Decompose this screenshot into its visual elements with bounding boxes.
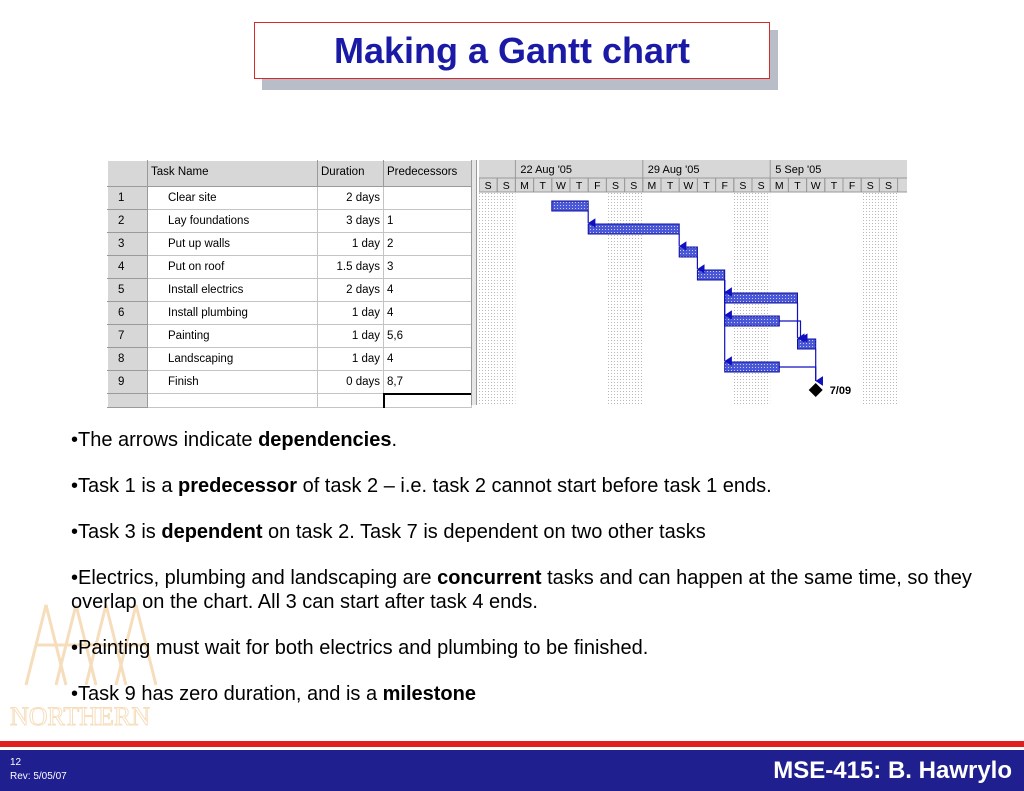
task-name: Put on roof: [148, 256, 318, 279]
task-bar: [798, 339, 816, 349]
bullet-emphasis: concurrent: [437, 567, 542, 589]
bullet-emphasis: predecessor: [178, 475, 298, 497]
slide-number: 12: [10, 757, 22, 768]
day-label: M: [774, 180, 784, 192]
table-row-empty[interactable]: [108, 394, 472, 408]
task-predecessors: 5,6: [384, 325, 472, 348]
task-predecessors: 3: [384, 256, 472, 279]
col-header-duration: Duration: [318, 161, 384, 187]
page-title: Making a Gantt chart: [333, 29, 691, 71]
bullet-text: •Painting must wait for both electrics and plumbing to be finished.: [71, 637, 649, 659]
day-label: S: [611, 180, 620, 192]
task-duration: 0 days: [318, 371, 384, 394]
table-row[interactable]: [108, 302, 472, 325]
day-label: S: [866, 180, 874, 192]
table-row[interactable]: [108, 210, 472, 233]
row-number: 6: [108, 302, 148, 325]
row-number: 3: [108, 233, 148, 256]
table-row[interactable]: [108, 371, 472, 394]
row-number: 7: [108, 325, 148, 348]
week-label: 5 Sep '05: [775, 164, 822, 176]
table-row[interactable]: [108, 256, 472, 279]
day-label: M: [647, 180, 657, 192]
row-number-header: [108, 161, 148, 187]
task-predecessors: 2: [384, 233, 472, 256]
gantt-chart-area: [479, 160, 907, 405]
bullet-text-tail: of task 2 – i.e. task 2 cannot start before task 1 ends.: [297, 475, 772, 497]
day-label: F: [721, 180, 728, 192]
day-label: T: [703, 180, 710, 192]
task-duration: 1 day: [318, 302, 384, 325]
task-name: Landscaping: [148, 348, 318, 371]
table-row[interactable]: [108, 279, 472, 302]
task-name: Lay foundations: [148, 210, 318, 233]
bullet-text: •Electrics, plumbing and landscaping are: [71, 567, 438, 589]
task-duration: 1 day: [318, 233, 384, 256]
task-predecessors: 4: [384, 279, 472, 302]
bullet-list: [71, 428, 991, 728]
day-label: M: [520, 180, 529, 192]
day-label: T: [830, 180, 838, 192]
row-number: 8: [108, 348, 148, 371]
gantt-task-table: [107, 160, 472, 408]
task-duration: 2 days: [318, 279, 384, 302]
empty-cell: [108, 394, 148, 408]
task-bar: [697, 270, 724, 280]
col-header-predecessors: Predecessors: [384, 161, 472, 187]
task-duration: 1 day: [318, 348, 384, 371]
task-bar: [725, 293, 798, 303]
day-label: S: [630, 180, 638, 192]
day-label: T: [666, 180, 674, 192]
task-bar: [679, 247, 697, 257]
day-label: S: [484, 180, 492, 192]
empty-cell: [318, 394, 384, 408]
day-label: S: [757, 180, 765, 192]
table-row[interactable]: [108, 233, 472, 256]
table-row[interactable]: [108, 325, 472, 348]
bullet-item: [71, 474, 991, 498]
day-label: S: [884, 180, 893, 192]
day-label: W: [555, 180, 566, 192]
task-name: Clear site: [148, 187, 318, 210]
title-box: [254, 22, 770, 79]
weekend-shading: [497, 192, 515, 405]
bullet-emphasis: dependencies: [258, 429, 392, 451]
task-bar: [725, 362, 780, 372]
row-number: 5: [108, 279, 148, 302]
footer-title: MSE-415: B. Hawrylo: [773, 757, 1012, 784]
bullet-item: [71, 682, 991, 706]
task-duration: 2 days: [318, 187, 384, 210]
row-number: 1: [108, 187, 148, 210]
day-label: S: [739, 180, 747, 192]
day-label: F: [594, 180, 601, 192]
task-duration: 1 day: [318, 325, 384, 348]
bullet-text-tail: .: [391, 429, 398, 451]
day-label: T: [575, 180, 583, 192]
bullet-emphasis: dependent: [161, 521, 263, 543]
bullet-text-tail: tasks and can happen at the same time, so they overlap on the chart. All 3 can start after task 4 ends.: [71, 567, 972, 613]
bullet-emphasis: milestone: [382, 683, 476, 705]
bullet-item: [71, 566, 991, 614]
task-name: Put up walls: [148, 233, 318, 256]
col-header-task-name: Task Name: [148, 161, 318, 187]
task-bar: [552, 201, 588, 211]
week-label: 29 Aug '05: [647, 164, 700, 176]
day-label: W: [810, 180, 821, 192]
day-label: S: [502, 180, 510, 192]
task-predecessors: 1: [384, 210, 472, 233]
task-name: Painting: [148, 325, 318, 348]
dependency-arrow: [779, 367, 815, 381]
task-name: Install plumbing: [148, 302, 318, 325]
bullet-text: •Task 3 is: [71, 521, 162, 543]
bullet-text-tail: on task 2. Task 7 is dependent on two other tasks: [262, 521, 706, 543]
day-label: F: [848, 180, 856, 192]
task-predecessors: 4: [384, 348, 472, 371]
bullet-item: [71, 428, 991, 452]
bullet-text: •Task 1 is a: [71, 475, 179, 497]
bullet-item: [71, 636, 991, 660]
row-number: 4: [108, 256, 148, 279]
task-name: Install electrics: [148, 279, 318, 302]
milestone-label: 7/09: [829, 385, 852, 397]
task-bar: [588, 224, 679, 234]
day-label: W: [683, 180, 694, 192]
table-row[interactable]: [108, 187, 472, 210]
gantt-screenshot: [107, 160, 907, 405]
weekend-shading: [479, 192, 497, 405]
row-number: 2: [108, 210, 148, 233]
weekend-shading: [879, 192, 897, 405]
day-label: T: [539, 180, 546, 192]
task-name: Finish: [148, 371, 318, 394]
bullet-text: •The arrows indicate: [71, 429, 259, 451]
weekend-shading: [861, 192, 879, 405]
task-bar: [725, 316, 780, 326]
milestone-diamond: [809, 383, 823, 397]
table-row[interactable]: [108, 348, 472, 371]
bullet-text: •Task 9 has zero duration, and is a: [71, 683, 383, 705]
task-duration: 1.5 days: [318, 256, 384, 279]
watermark-text: NORTHERN: [10, 702, 150, 731]
task-predecessors: 8,7: [384, 371, 472, 394]
week-label: 22 Aug '05: [520, 164, 573, 176]
task-duration: 3 days: [318, 210, 384, 233]
empty-cell: [384, 394, 472, 408]
empty-cell: [148, 394, 318, 408]
slide-revision: Rev: 5/05/07: [10, 771, 67, 782]
task-predecessors: 4: [384, 302, 472, 325]
bullet-item: [71, 520, 991, 544]
task-predecessors: [384, 187, 472, 210]
day-label: T: [794, 180, 801, 192]
row-number: 9: [108, 371, 148, 394]
split-bar[interactable]: [471, 160, 477, 405]
